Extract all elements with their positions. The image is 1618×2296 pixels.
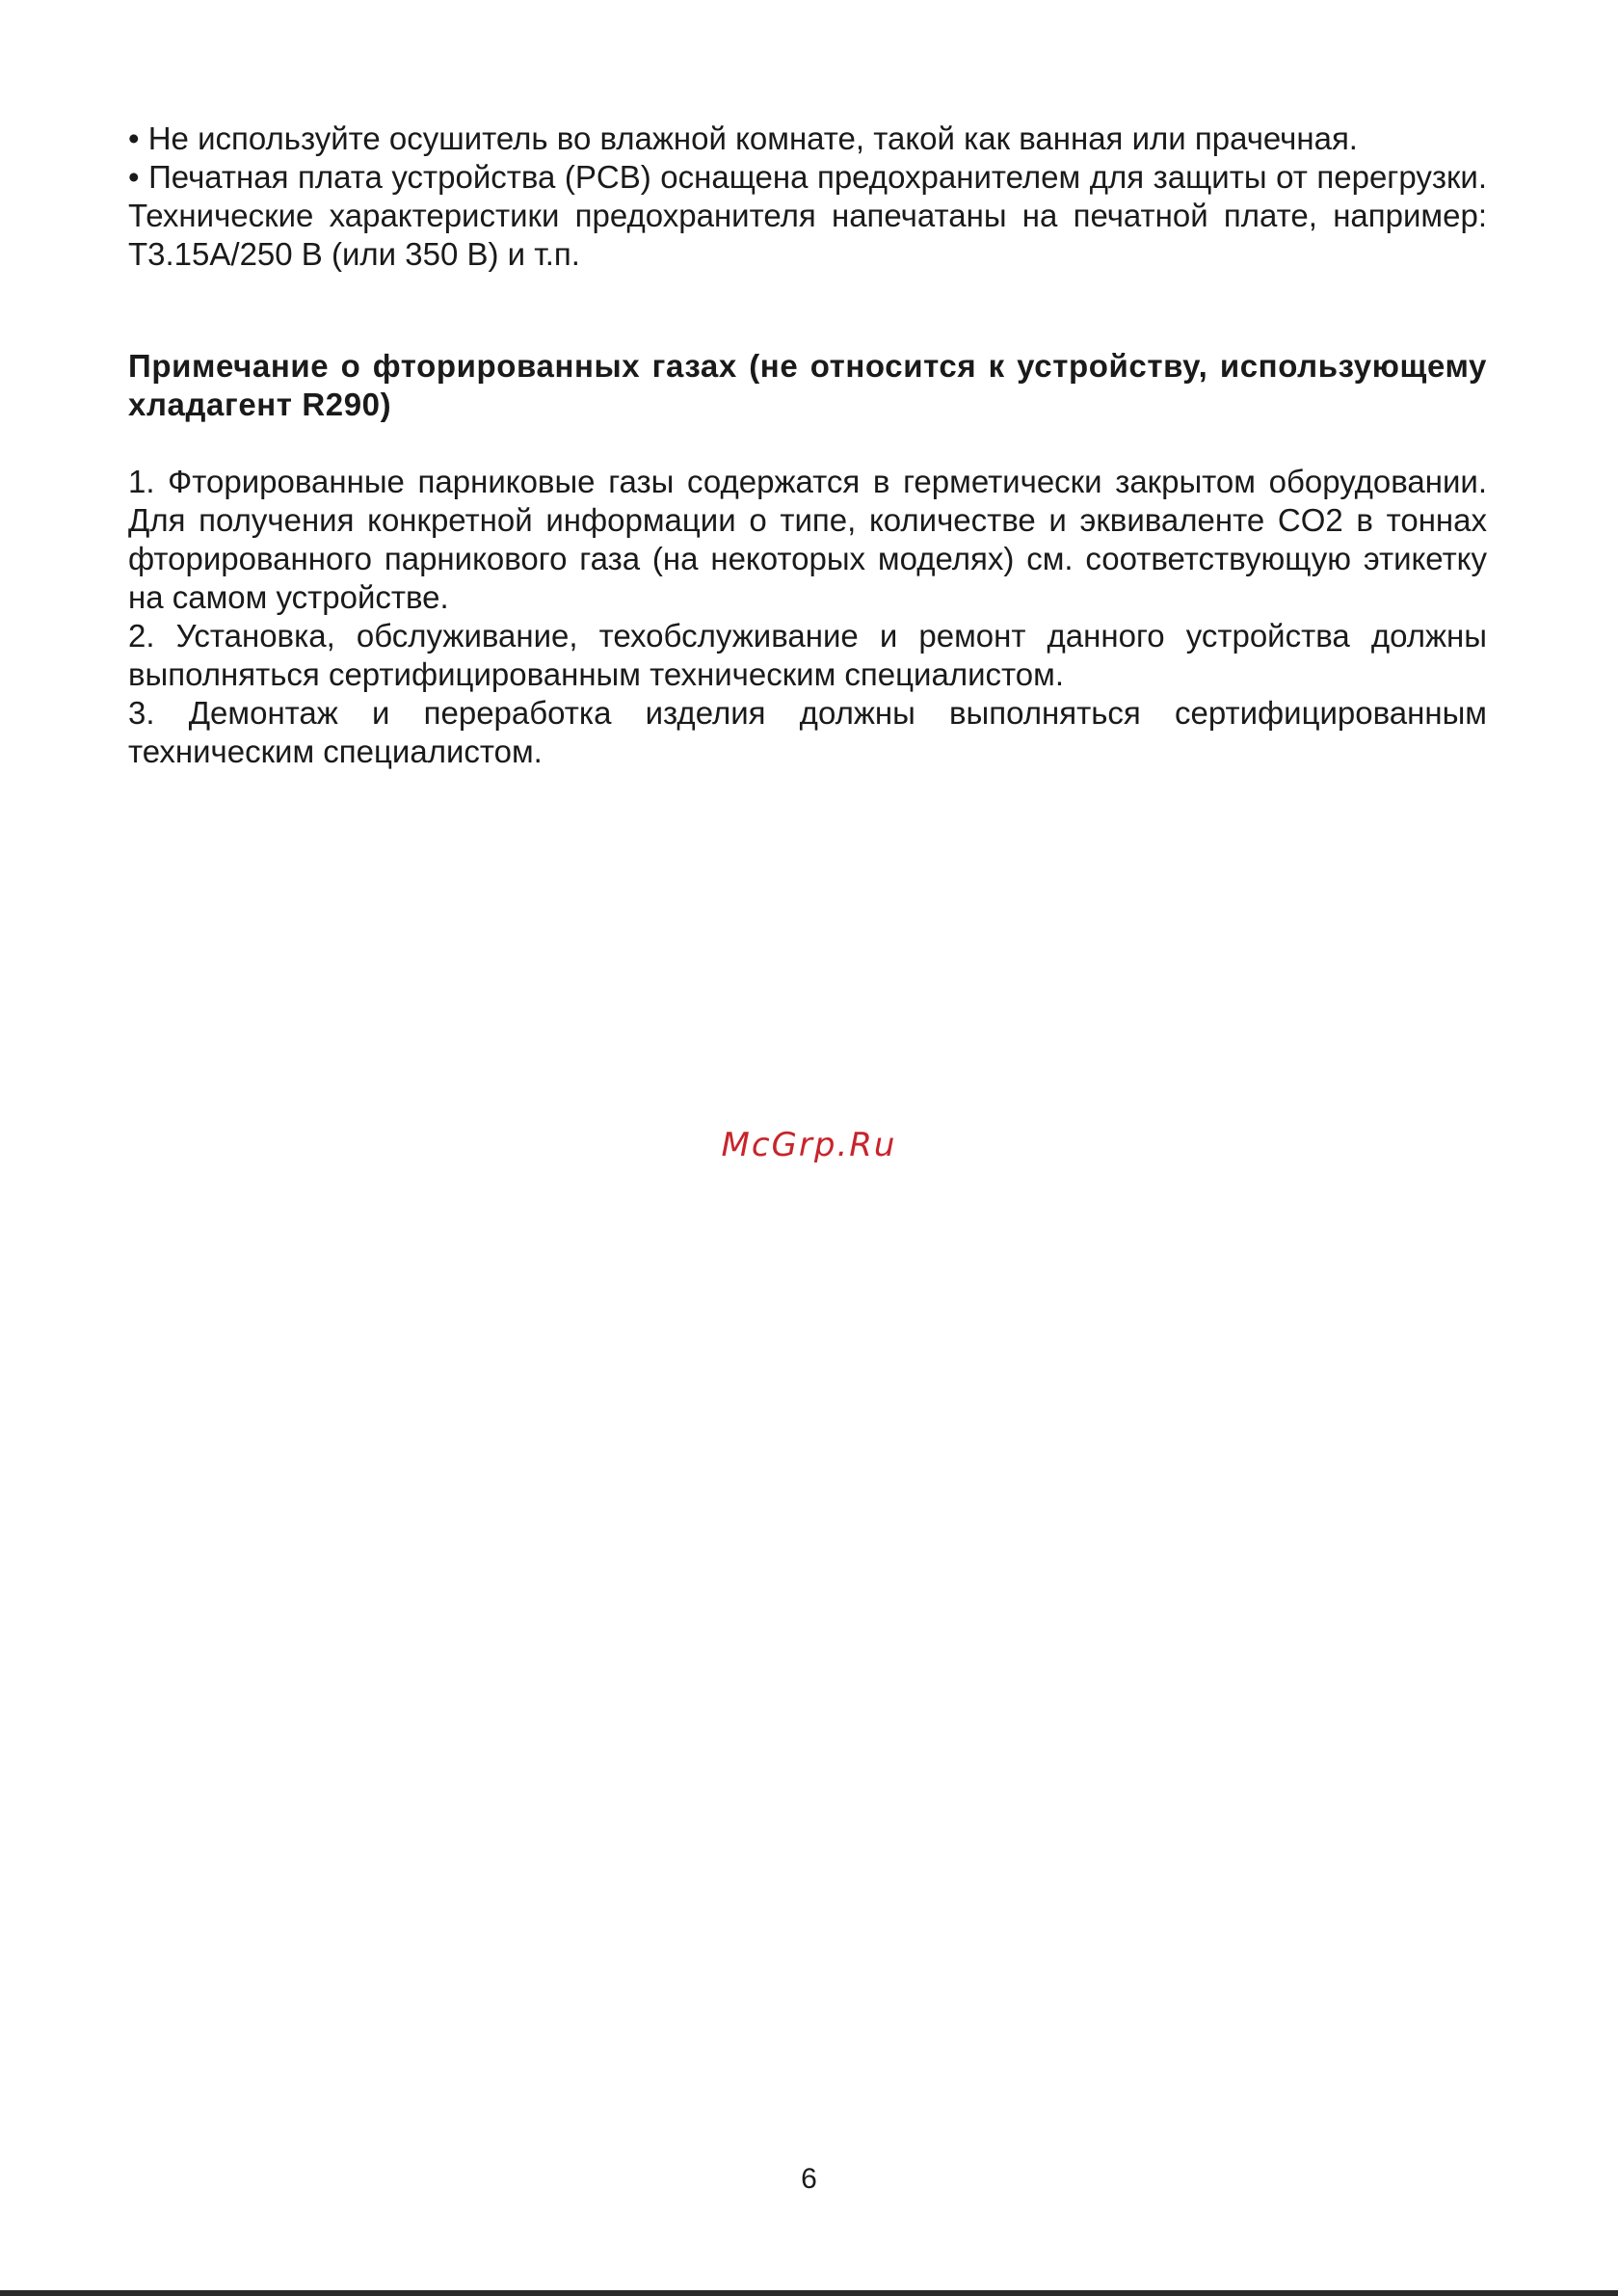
page-content: [128, 120, 1487, 771]
section-heading: Примечание о фторированных газах (не относится к устройству, использующему хладагент R290): [128, 348, 1487, 422]
page-number: 6: [801, 2163, 817, 2195]
bullet-item-dehumidifier: • Не используйте осушитель во влажной комнате, такой как ванная или прачечная.: [128, 120, 1358, 156]
bullet-item-pcb-fuse: • Печатная плата устройства (PCB) оснащена предохранителем для защиты от перегрузки. Технические характеристики предохранителя напечатаны на печатной плате, например: T3.15A/250 В (или 350 В) и т.п.: [128, 159, 1487, 272]
list-item: 1. Фторированные парниковые газы содержатся в герметически закрытом оборудовании. Для получения конкретной информации о типе, количестве и эквиваленте CO2 в тоннах фторированного парникового газа (на некоторых моделях) см. соответствующую этикетку на самом устройстве.: [128, 464, 1487, 615]
numbered-list: [128, 463, 1487, 771]
watermark-link[interactable]: McGrp.Ru: [721, 1126, 897, 1164]
list-item: 3. Демонтаж и переработка изделия должны выполняться сертифицированным техническим специалистом.: [128, 695, 1487, 769]
list-item: 2. Установка, обслуживание, техобслуживание и ремонт данного устройства должны выполняться сертифицированным техническим специалистом.: [128, 618, 1487, 692]
bottom-divider: [0, 2290, 1618, 2296]
